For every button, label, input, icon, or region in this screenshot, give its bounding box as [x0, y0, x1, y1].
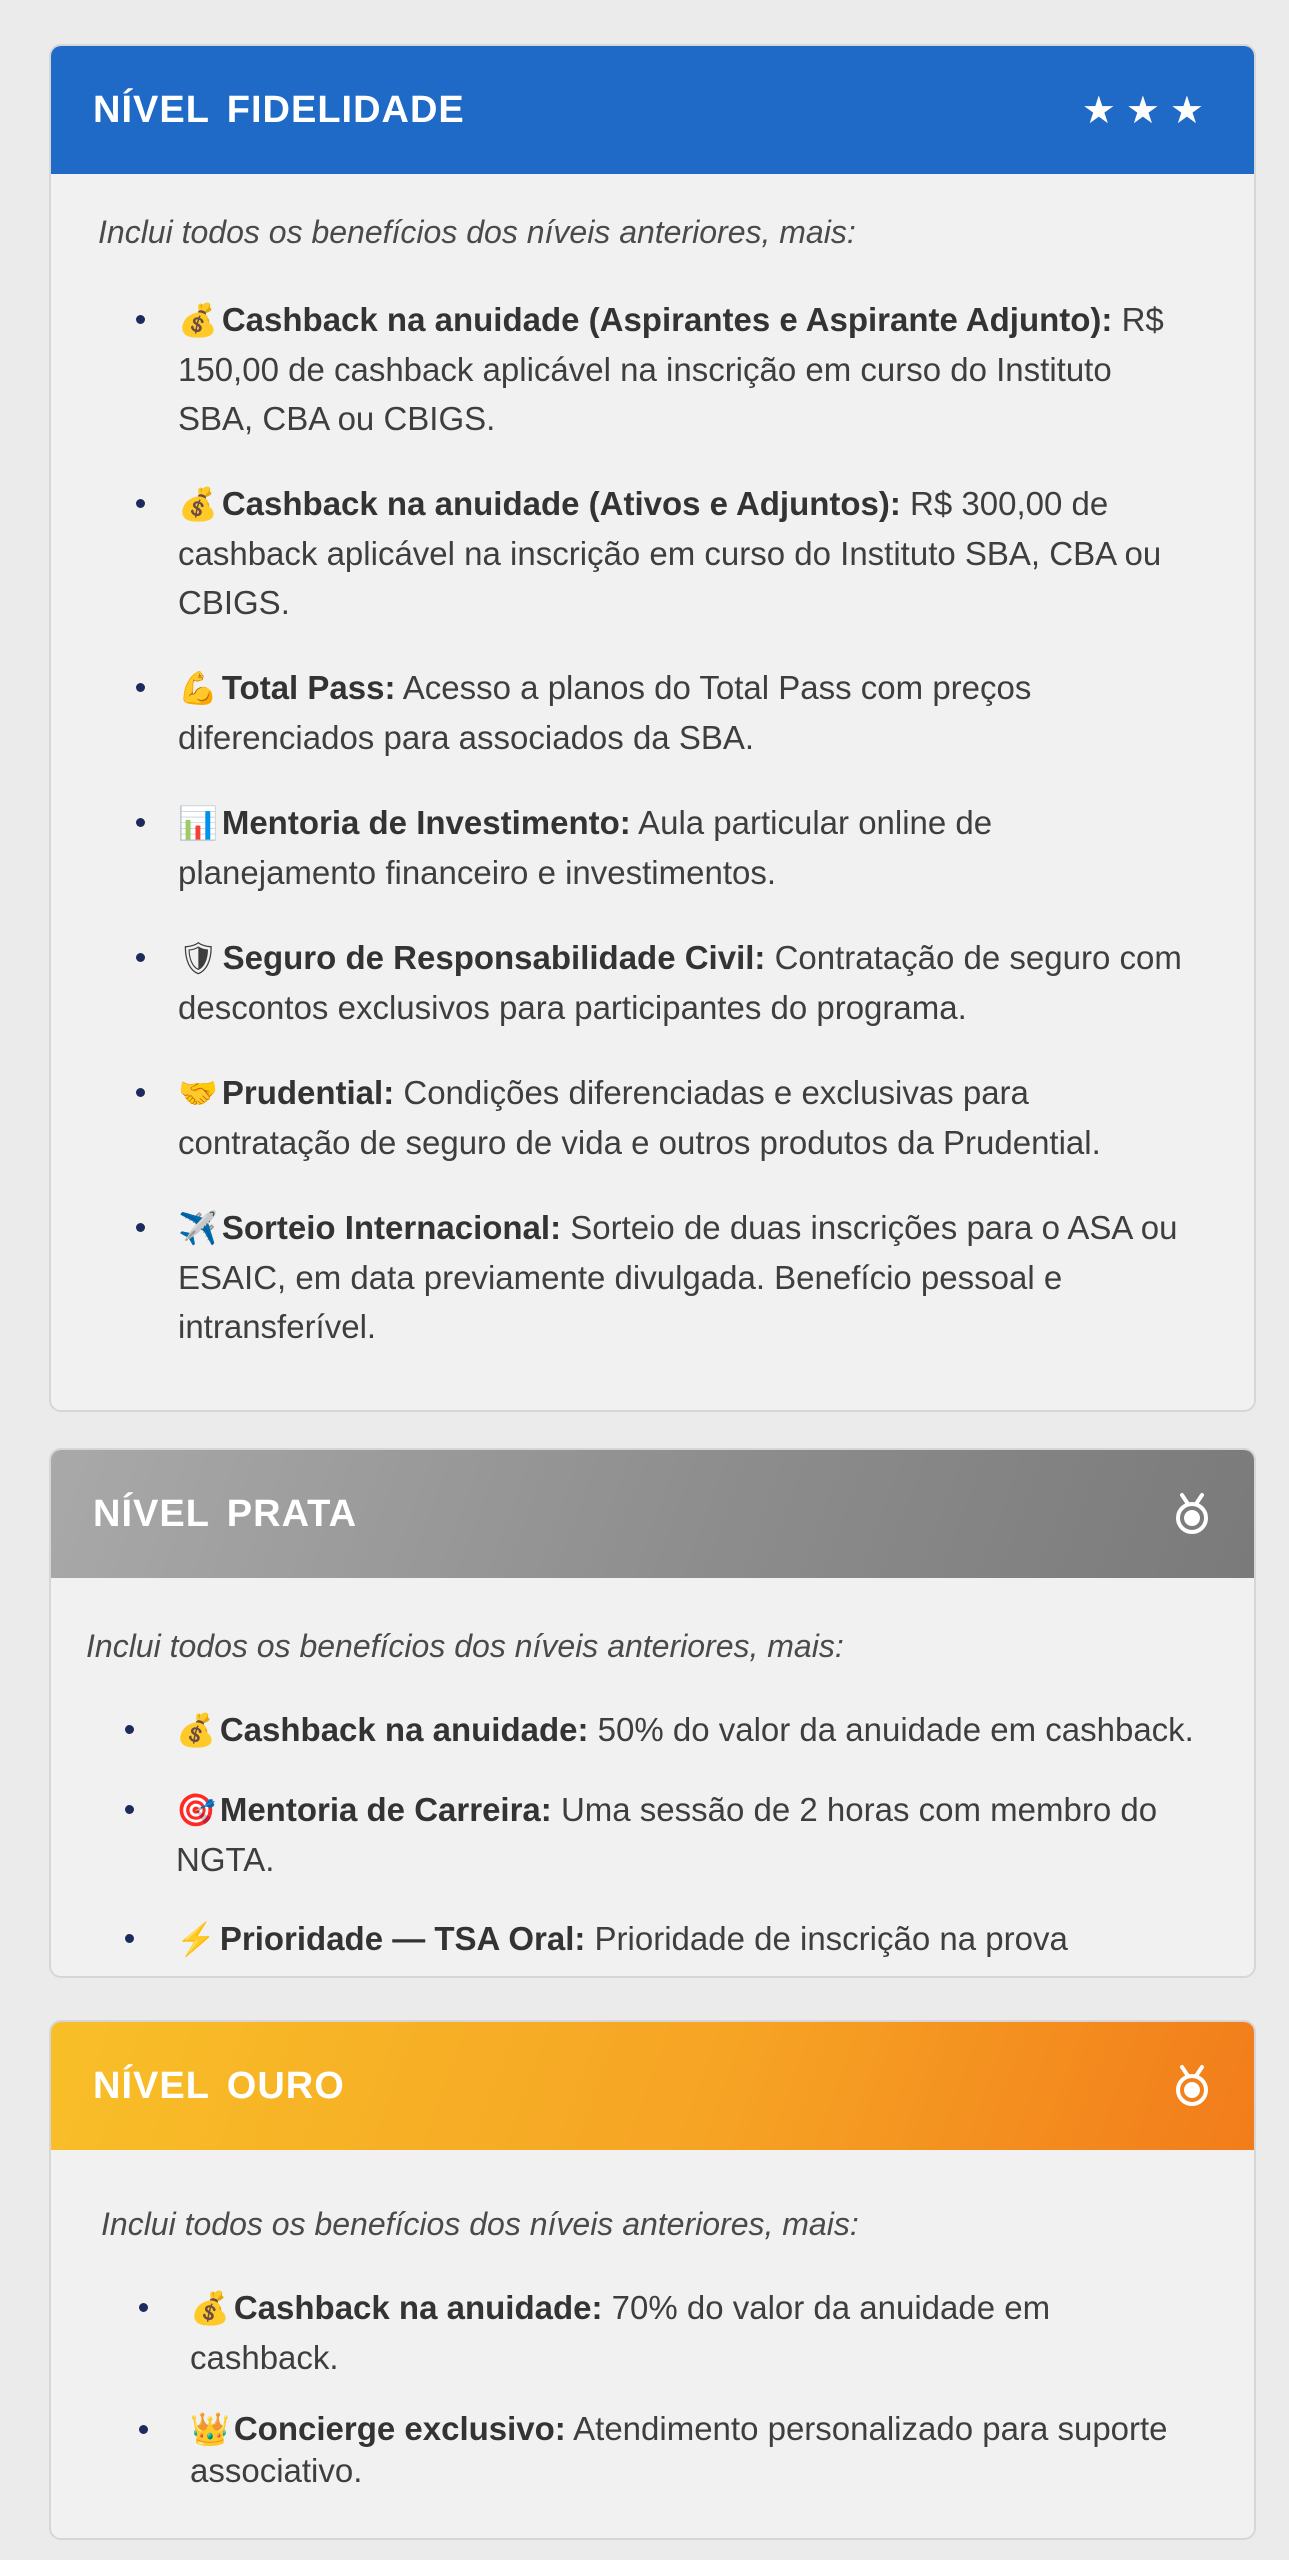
benefit-item: ⚡ Prioridade — TSA Oral: Prioridade de inscrição na prova — [176, 1914, 1254, 1964]
benefit-item: 💪 Total Pass: Acesso a planos do Total Pass com preços diferenciados para associados da SBA. — [178, 663, 1194, 762]
money-bag-icon: 💰 — [178, 302, 218, 338]
tier-intro: Inclui todos os benefícios dos níveis anteriores, mais: — [101, 2206, 859, 2242]
tier-card-ouro — [49, 2020, 1256, 2540]
first-place-medal-icon — [1170, 2064, 1214, 2108]
benefit-list — [98, 295, 1254, 1351]
lightning-icon: ⚡ — [176, 1921, 216, 1957]
shield-icon: 🛡 — [178, 940, 219, 976]
benefit-item: 👑 Concierge exclusivo: Atendimento personalizado para suporte associativo. — [190, 2408, 1174, 2492]
handshake-icon: 🤝 — [178, 1075, 218, 1111]
flexed-biceps-icon: 💪 — [178, 670, 218, 706]
benefit-item: 🤝 Prudential: Condições diferenciadas e exclusivas para contratação de seguro de vida e outros produtos da Prudential. — [178, 1068, 1194, 1167]
tier-title: NÍVEL FIDELIDADE — [93, 88, 465, 131]
benefit-item: 💰 Cashback na anuidade: 50% do valor da anuidade em cashback. — [176, 1705, 1254, 1755]
airplane-icon: ✈️ — [178, 1210, 218, 1246]
benefit-item: 🎯 Mentoria de Carreira: Uma sessão de 2 horas com membro do NGTA. — [176, 1785, 1254, 1884]
tier-card-fidelidade — [49, 44, 1256, 1412]
money-bag-icon: 💰 — [178, 486, 218, 522]
benefit-item: 💰 Cashback na anuidade (Ativos e Adjuntos): R$ 300,00 de cashback aplicável na inscrição em curso do Instituto SBA, CBA ou CBIGS. — [178, 479, 1194, 627]
tier-header-prata — [51, 1450, 1254, 1578]
tier-card-prata — [49, 1448, 1256, 1978]
target-icon: 🎯 — [176, 1792, 216, 1828]
tier-intro: Inclui todos os benefícios dos níveis anteriores, mais: — [86, 1628, 844, 1664]
tier-header-ouro — [51, 2022, 1254, 2150]
tier-title: NÍVEL PRATA — [93, 1492, 358, 1535]
bar-chart-icon: 📊 — [178, 805, 218, 841]
benefit-item: 💰 Cashback na anuidade: 70% do valor da anuidade em cashback. — [190, 2283, 1174, 2382]
benefit-item: 🛡 Seguro de Responsabilidade Civil: Contratação de seguro com descontos exclusivos para participantes do programa. — [178, 933, 1194, 1032]
money-bag-icon: 💰 — [190, 2290, 230, 2326]
second-place-medal-icon — [1170, 1492, 1214, 1536]
benefit-item: 💰 Cashback na anuidade (Aspirantes e Aspirante Adjunto): R$ 150,00 de cashback aplicável na inscrição em curso do Instituto SBA, CBA ou CBIGS. — [178, 295, 1194, 443]
crown-icon: 👑 — [190, 2411, 230, 2447]
benefit-item: 📊 Mentoria de Investimento: Aula particular online de planejamento financeiro e investimentos. — [178, 798, 1194, 897]
tier-header-fidelidade — [51, 46, 1254, 174]
stars-icon: ★★★ — [1081, 89, 1214, 132]
tier-intro: Inclui todos os benefícios dos níveis anteriores, mais: — [98, 214, 856, 250]
benefit-list — [101, 2283, 1254, 2492]
benefit-list — [86, 1705, 1254, 1964]
tier-title: NÍVEL OURO — [93, 2064, 345, 2107]
money-bag-icon: 💰 — [176, 1712, 216, 1748]
benefit-item: ✈️ Sorteio Internacional: Sorteio de duas inscrições para o ASA ou ESAIC, em data previamente divulgada. Benefício pessoal e intransferível. — [178, 1203, 1194, 1351]
